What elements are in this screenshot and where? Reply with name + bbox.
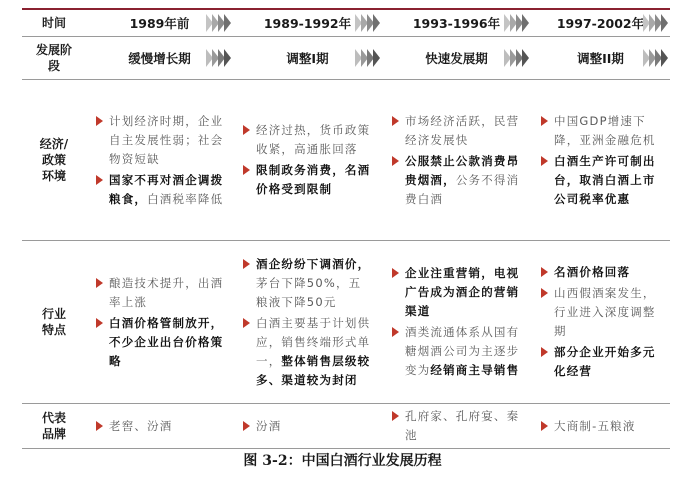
bullet-item: 计划经济时期，企业自主发展性弱；社会物资短缺 <box>96 112 225 169</box>
chevron-arrow-icon <box>644 14 668 32</box>
industry-col-2 <box>233 241 382 403</box>
brands-col-2 <box>233 404 382 448</box>
economy-col-3 <box>382 80 531 240</box>
bullet-item: 名酒价格回落 <box>541 263 662 282</box>
bullet-item: 市场经济活跃，民营经济发展快 <box>392 112 523 150</box>
stage-4: 调整II期 <box>531 37 670 79</box>
period-2: 1989-1992年 <box>233 10 382 36</box>
bullet-item: 中国GDP增速下降，亚洲金融危机 <box>541 112 662 150</box>
economy-col-4 <box>531 80 670 240</box>
economy-row <box>22 80 670 241</box>
chevron-arrow-icon <box>644 49 668 67</box>
bullet-item: 白酒价格管制放开，不少企业出台价格策略 <box>96 314 225 371</box>
bullet-item: 孔府家、孔府宴、秦池 <box>392 407 523 445</box>
figure-caption: 图 3-2：中国白酒行业发展历程 <box>243 453 442 469</box>
bullet-item: 老窖、汾酒 <box>96 417 225 436</box>
period-label: 时间 <box>41 16 66 30</box>
bullet-item: 酿造技术提升，出酒率上涨 <box>96 274 225 312</box>
bullet-item: 酒类流通体系从国有糖烟酒公司为主逐步变为经销商主导销售 <box>392 323 523 380</box>
brands-label: 代表品牌 <box>41 411 66 441</box>
bullet-item: 限制政务消费，名酒价格受到限制 <box>243 161 374 199</box>
economy-col-1 <box>86 80 233 240</box>
brands-col-3 <box>382 404 531 448</box>
history-table <box>22 8 670 449</box>
bullet-item: 白酒主要基于计划供应，销售终端形式单一，整体销售层级较多、渠道较为封闭 <box>243 314 374 390</box>
chevron-arrow-icon <box>356 49 380 67</box>
bullet-item: 白酒生产许可制出台，取消白酒上市公司税率优惠 <box>541 152 662 209</box>
chevron-arrow-icon <box>356 14 380 32</box>
economy-label: 经济/政策环境 <box>39 137 69 183</box>
chevron-arrow-icon <box>505 49 529 67</box>
bullet-item: 企业注重营销，电视广告成为酒企的营销渠道 <box>392 264 523 321</box>
bullet-item: 汾酒 <box>243 417 374 436</box>
stage-2: 调整I期 <box>233 37 382 79</box>
industry-label: 行业特点 <box>41 307 66 337</box>
bullet-item: 公服禁止公款消费昂贵烟酒，公务不得消费白酒 <box>392 152 523 209</box>
chevron-arrow-icon <box>207 14 231 32</box>
period-row <box>22 8 670 37</box>
bullet-item: 大商制-五粮液 <box>541 417 662 436</box>
bullet-item: 部分企业开始多元化经营 <box>541 343 662 381</box>
stage-label: 发展阶段 <box>36 43 73 73</box>
stage-row <box>22 37 670 80</box>
brands-col-4 <box>531 404 670 448</box>
chevron-arrow-icon <box>207 49 231 67</box>
period-3: 1993-1996年 <box>382 10 531 36</box>
period-4: 1997-2002年 <box>531 10 670 36</box>
stage-1: 缓慢增长期 <box>86 37 233 79</box>
brands-col-1 <box>86 404 233 448</box>
stage-3: 快速发展期 <box>382 37 531 79</box>
bullet-item: 山西假酒案发生，行业进入深度调整期 <box>541 284 662 341</box>
bullet-item: 酒企纷纷下调酒价，茅台下降50%，五粮液下降50元 <box>243 255 374 312</box>
industry-row <box>22 241 670 404</box>
bullet-item: 经济过热，货币政策收紧，高通胀回落 <box>243 121 374 159</box>
brands-row <box>22 404 670 449</box>
chevron-arrow-icon <box>505 14 529 32</box>
period-1: 1989年前 <box>86 10 233 36</box>
economy-col-2 <box>233 80 382 240</box>
industry-col-1 <box>86 241 233 403</box>
bullet-item: 国家不再对酒企调拨粮食，白酒税率降低 <box>96 171 225 209</box>
industry-col-4 <box>531 241 670 403</box>
industry-col-3 <box>382 241 531 403</box>
